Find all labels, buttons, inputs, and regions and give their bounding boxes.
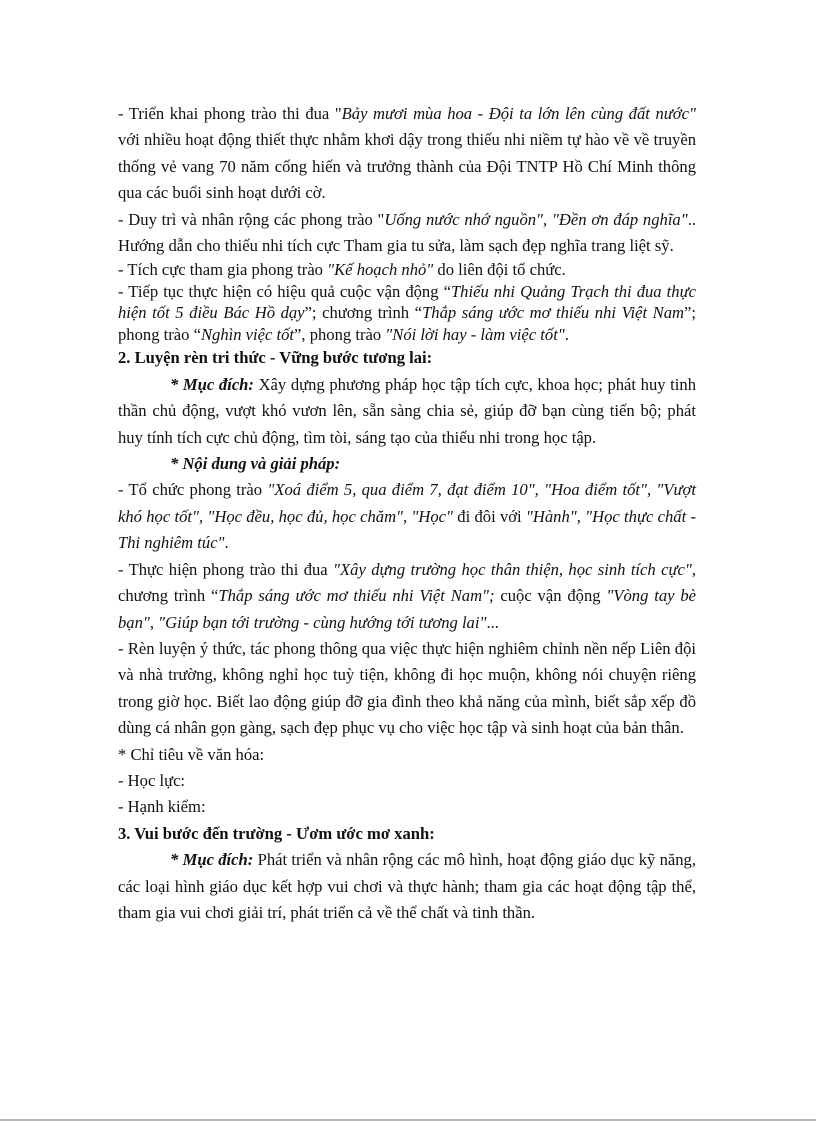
- document-body: [118, 101, 696, 926]
- target-academic: - Học lực:: [118, 770, 186, 790]
- purpose-label: * Mục đích:: [170, 374, 254, 394]
- paragraph-emulation-movement: - Triển khai phong trào thi đua "Bảy mươi mùa hoa - Đội ta lớn lên cùng đất nước" với nhiều hoạt động thiết thực nhằm khơi dậy trong thiếu nhi niềm tự hào về về truyền thống vẻ vang 70 năm cống hiến và trưởng thành của Đội TNTP Hồ Chí Minh thông qua các buổi sinh hoạt dưới cờ.: [118, 104, 696, 203]
- movement-name: "Kế hoạch nhỏ": [327, 260, 434, 280]
- page-bottom-rule: [0, 1119, 816, 1121]
- movement-name: Bảy mươi mùa hoa - Đội ta lớn lên cùng đất nước": [341, 104, 696, 123]
- target-conduct: - Hạnh kiểm:: [118, 797, 206, 817]
- movement-name: Uống nước nhớ nguồn", "Đền ơn đáp nghĩa": [384, 209, 688, 229]
- section-2-purpose: * Mục đích: Xây dựng phương pháp học tập tích cực, khoa học; phát huy tinh thần chủ động, vượt khó vươn lên, sẵn sàng chia sẻ, giúp đỡ bạn cùng tiến bộ; phát huy tính tích cực chủ động, tìm tòi, sáng tạo của thiếu nhi trong học tập.: [118, 374, 696, 447]
- targets-title: * Chỉ tiêu về văn hóa:: [118, 744, 265, 764]
- paragraph-small-plan: - Tích cực tham gia phong trào "Kế hoạch nhỏ" do liên đội tổ chức.: [118, 260, 566, 280]
- paragraph-friendly-school: - Thực hiện phong trào thi đua "Xây dựng trường học thân thiện, học sinh tích cực", chương trình “Thắp sáng ước mơ thiếu nhi Việt Nam"; cuộc vận động "Vòng tay bè bạn", "Giúp bạn tới trường - cùng hướng tới tương lai"...: [118, 559, 696, 632]
- section-2-content-label: * Nội dung và giải pháp:: [170, 454, 341, 474]
- paragraph-campaigns: - Tiếp tục thực hiện có hiệu quả cuộc vận động “Thiếu nhi Quảng Trạch thi đua thực hiện tốt 5 điều Bác Hồ dạy”; chương trình “Thắp sáng ước mơ thiếu nhi Việt Nam”; phong trào “Nghìn việc tốt”, phong trào "Nói lời hay - làm việc tốt".: [118, 281, 697, 344]
- section-3-purpose: * Mục đích: Phát triển và nhân rộng các mô hình, hoạt động giáo dục kỹ năng, các loại hình giáo dục kết hợp vui chơi và thực hành; tham gia các hoạt động tập thể, tham gia vui chơi giải trí, phát triển cả về thể chất và tinh thần.: [118, 850, 696, 922]
- section-heading-2: 2. Luyện rèn tri thức - Vững bước tương lai:: [118, 348, 433, 368]
- section-heading-3: 3. Vui bước đến trường - Ươm ước mơ xanh:: [118, 823, 435, 843]
- paragraph-discipline: - Rèn luyện ý thức, tác phong thông qua việc thực hiện nghiêm chỉnh nền nếp Liên đội và nhà trường, không nghỉ học tuỳ tiện, không đi học muộn, không nói chuyện riêng trong giờ học. Biết lao động giúp đỡ gia đình theo khả năng của mình, biết sắp xếp đồ dùng cá nhân gọn gàng, sạch đẹp phục vụ cho việc học tập và sinh hoạt của bản thân.: [118, 638, 696, 738]
- paragraph-score-movement: - Tổ chức phong trào "Xoá điểm 5, qua điểm 7, đạt điểm 10", "Hoa điểm tốt", "Vượt khó học tốt", "Học đều, học đủ, học chăm", "Học" đi đôi với "Hành", "Học thực chất - Thi nghiêm túc".: [118, 480, 696, 553]
- purpose-label: * Mục đích:: [170, 850, 254, 870]
- paragraph-gratitude-movement: - Duy trì và nhân rộng các phong trào "Uống nước nhớ nguồn", "Đền ơn đáp nghĩa".. Hướng dẫn cho thiếu nhi tích cực Tham gia tu sửa, làm sạch đẹp nghĩa trang liệt sỹ.: [118, 209, 696, 256]
